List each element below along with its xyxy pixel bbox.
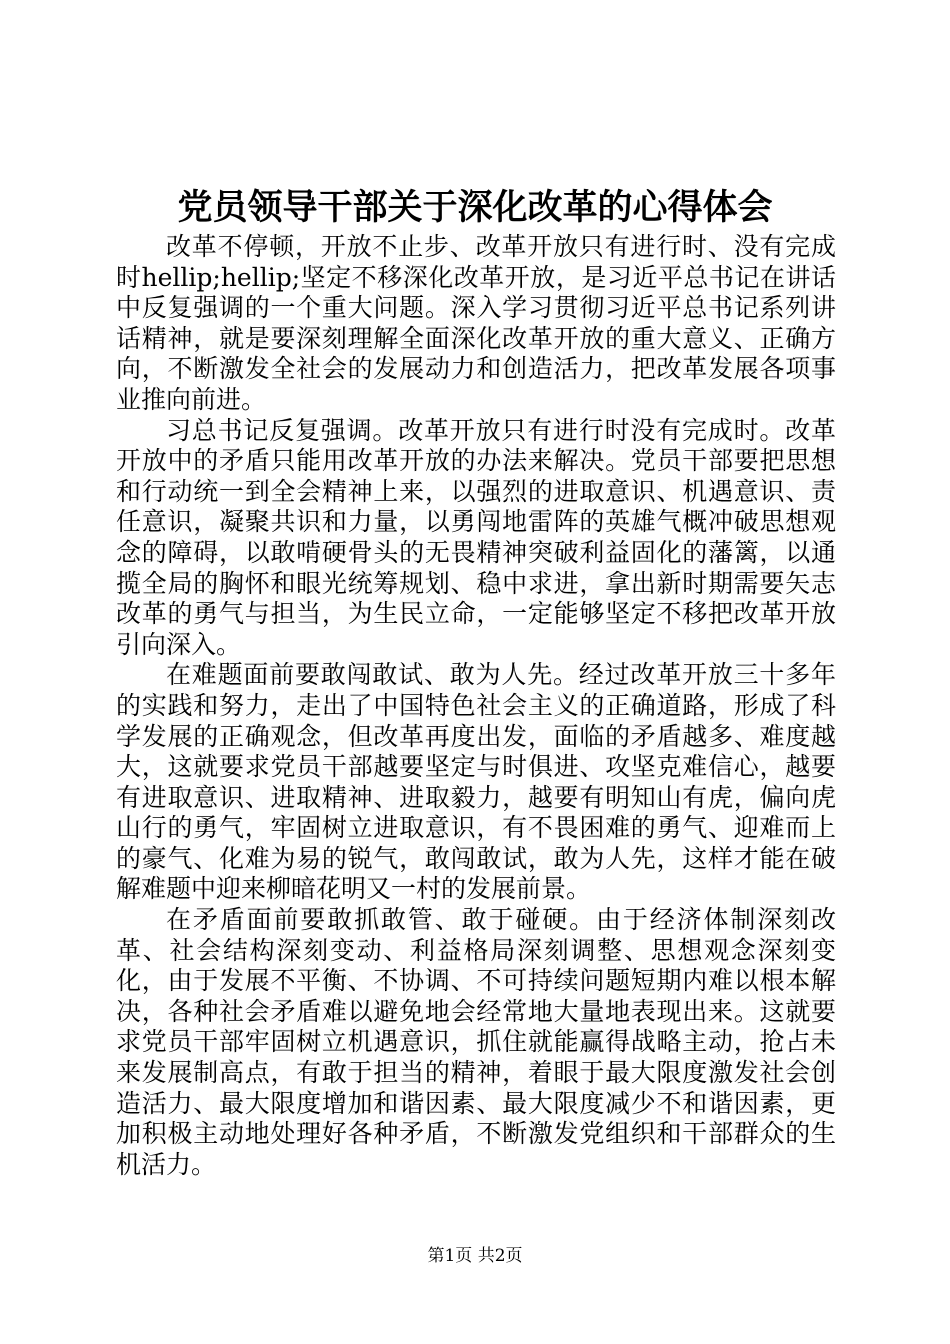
paragraph-3: 在难题面前要敢闯敢试、敢为人先。经过改革开放三十多年的实践和努力，走出了中国特色社会主义的正确道路，形成了科学发展的正确观念，但改革再度出发，面临的矛盾越多、难度越大，这就要求党员干部越要坚定与时俱进、攻坚克难信心，越要有进取意识、进取精神、进取毅力，越要有明知山有虎，偏向虎山行的勇气，牢固树立进取意识，有不畏困难的勇气、迎难而上的豪气、化难为易的锐气，敢闯敢试，敢为人先，这样才能在破解难题中迎来柳暗花明又一村的发展前景。 — [116, 660, 836, 904]
paragraph-1: 改革不停顿，开放不止步、改革开放只有进行时、没有完成时hellip;hellip;坚定不移深化改革开放，是习近平总书记在讲话中反复强调的一个重大问题。深入学习贯彻习近平总书记系列讲话精神，就是要深刻理解全面深化改革开放的重大意义、正确方向，不断激发全社会的发展动力和创造活力，把改革发展各项事业推向前进。 — [116, 232, 836, 414]
page-number-footer: 第1页 共2页 — [427, 1246, 523, 1266]
paragraph-4: 在矛盾面前要敢抓敢管、敢于碰硬。由于经济体制深刻改革、社会结构深刻变动、利益格局深刻调整、思想观念深刻变化，由于发展不平衡、不协调、不可持续问题短期内难以根本解决，各种社会矛盾难以避免地会经常地大量地表现出来。这就要求党员干部牢固树立机遇意识，抓住就能赢得战略主动，抢占未来发展制高点，有敢于担当的精神，着眼于最大限度激发社会创造活力、最大限度增加和谐因素、最大限度减少不和谐因素，更加积极主动地处理好各种矛盾，不断激发党组织和干部群众的生机活力。 — [116, 905, 836, 1179]
document-title: 党员领导干部关于深化改革的心得体会 — [177, 187, 773, 228]
document-body — [116, 232, 836, 1180]
paragraph-2: 习总书记反复强调。改革开放只有进行时没有完成时。改革开放中的矛盾只能用改革开放的办法来解决。党员干部要把思想和行动统一到全会精神上来，以强烈的进取意识、机遇意识、责任意识，凝聚共识和力量，以勇闯地雷阵的英雄气概冲破思想观念的障碍，以敢啃硬骨头的无畏精神突破利益固化的藩篱，以通揽全局的胸怀和眼光统筹规划、稳中求进，拿出新时期需要矢志改革的勇气与担当，为生民立命，一定能够坚定不移把改革开放引向深入。 — [116, 415, 836, 659]
